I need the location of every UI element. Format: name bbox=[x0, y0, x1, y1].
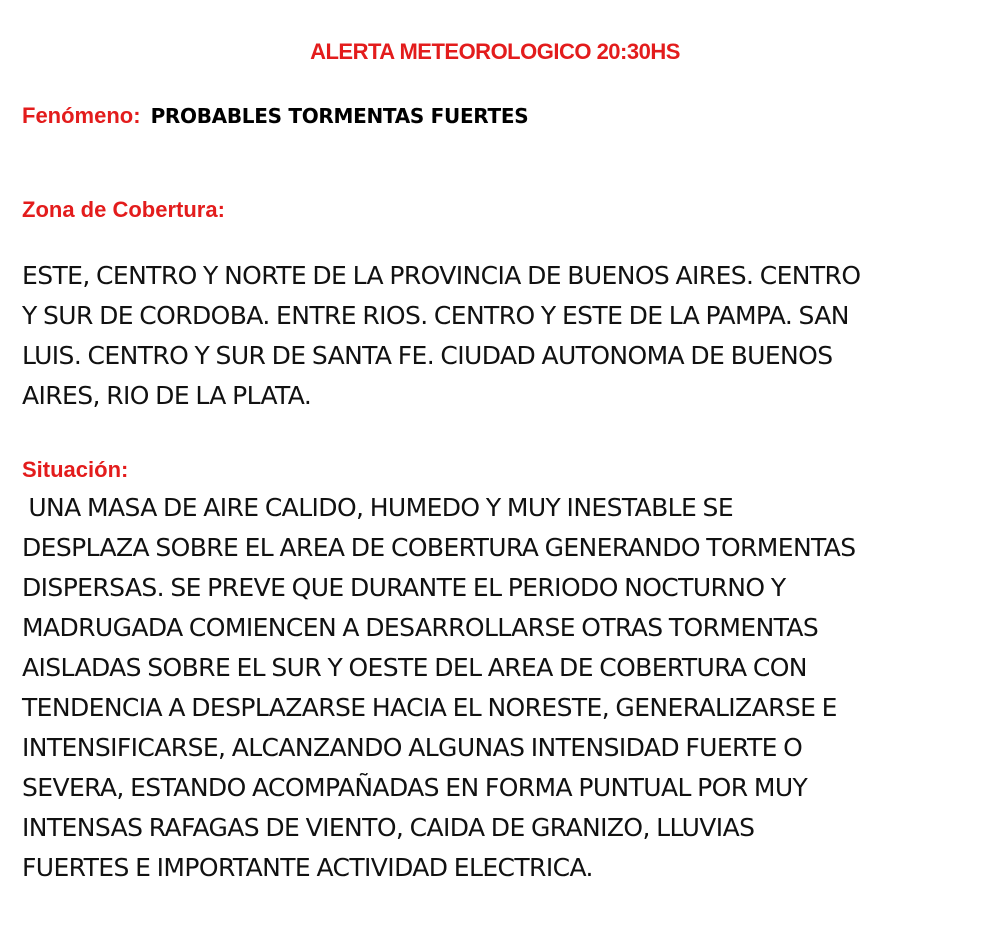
situation-line: DESPLAZA SOBRE EL AREA DE COBERTURA GENERANDO TORMENTAS bbox=[22, 533, 856, 562]
coverage-text bbox=[22, 256, 972, 416]
situation-line: INTENSIFICARSE, ALCANZANDO ALGUNAS INTENSIDAD FUERTE O bbox=[22, 733, 803, 762]
coverage-line: Y SUR DE CORDOBA. ENTRE RIOS. CENTRO Y ESTE DE LA PAMPA. SAN bbox=[22, 301, 849, 330]
alert-title: ALERTA METEOROLOGICO 20:30HS bbox=[310, 39, 680, 64]
situation-line: MADRUGADA COMIENCEN A DESARROLLARSE OTRAS TORMENTAS bbox=[22, 613, 819, 642]
coverage-line: ESTE, CENTRO Y NORTE DE LA PROVINCIA DE BUENOS AIRES. CENTRO bbox=[22, 261, 861, 290]
situation-text bbox=[22, 488, 972, 888]
situation-line: AISLADAS SOBRE EL SUR Y OESTE DEL AREA DE COBERTURA CON bbox=[22, 653, 807, 682]
situation-line: SEVERA, ESTANDO ACOMPAÑADAS EN FORMA PUNTUAL POR MUY bbox=[22, 773, 808, 802]
situation-label: Situación: bbox=[22, 457, 129, 482]
situation-line: UNA MASA DE AIRE CALIDO, HUMEDO Y MUY INESTABLE SE bbox=[22, 493, 734, 522]
situation-line: FUERTES E IMPORTANTE ACTIVIDAD ELECTRICA. bbox=[22, 853, 593, 882]
phenomenon-row bbox=[22, 103, 528, 129]
situation-line: TENDENCIA A DESPLAZARSE HACIA EL NORESTE, GENERALIZARSE E bbox=[22, 693, 837, 722]
coverage-label: Zona de Cobertura: bbox=[22, 197, 225, 222]
coverage-line: AIRES, RIO DE LA PLATA. bbox=[22, 381, 312, 410]
phenomenon-label: Fenómeno: bbox=[22, 103, 141, 128]
situation-line: INTENSAS RAFAGAS DE VIENTO, CAIDA DE GRANIZO, LLUVIAS bbox=[22, 813, 755, 842]
coverage-line: LUIS. CENTRO Y SUR DE SANTA FE. CIUDAD AUTONOMA DE BUENOS bbox=[22, 341, 833, 370]
situation-line: DISPERSAS. SE PREVE QUE DURANTE EL PERIODO NOCTURNO Y bbox=[22, 573, 786, 602]
phenomenon-value: PROBABLES TORMENTAS FUERTES bbox=[150, 104, 529, 128]
